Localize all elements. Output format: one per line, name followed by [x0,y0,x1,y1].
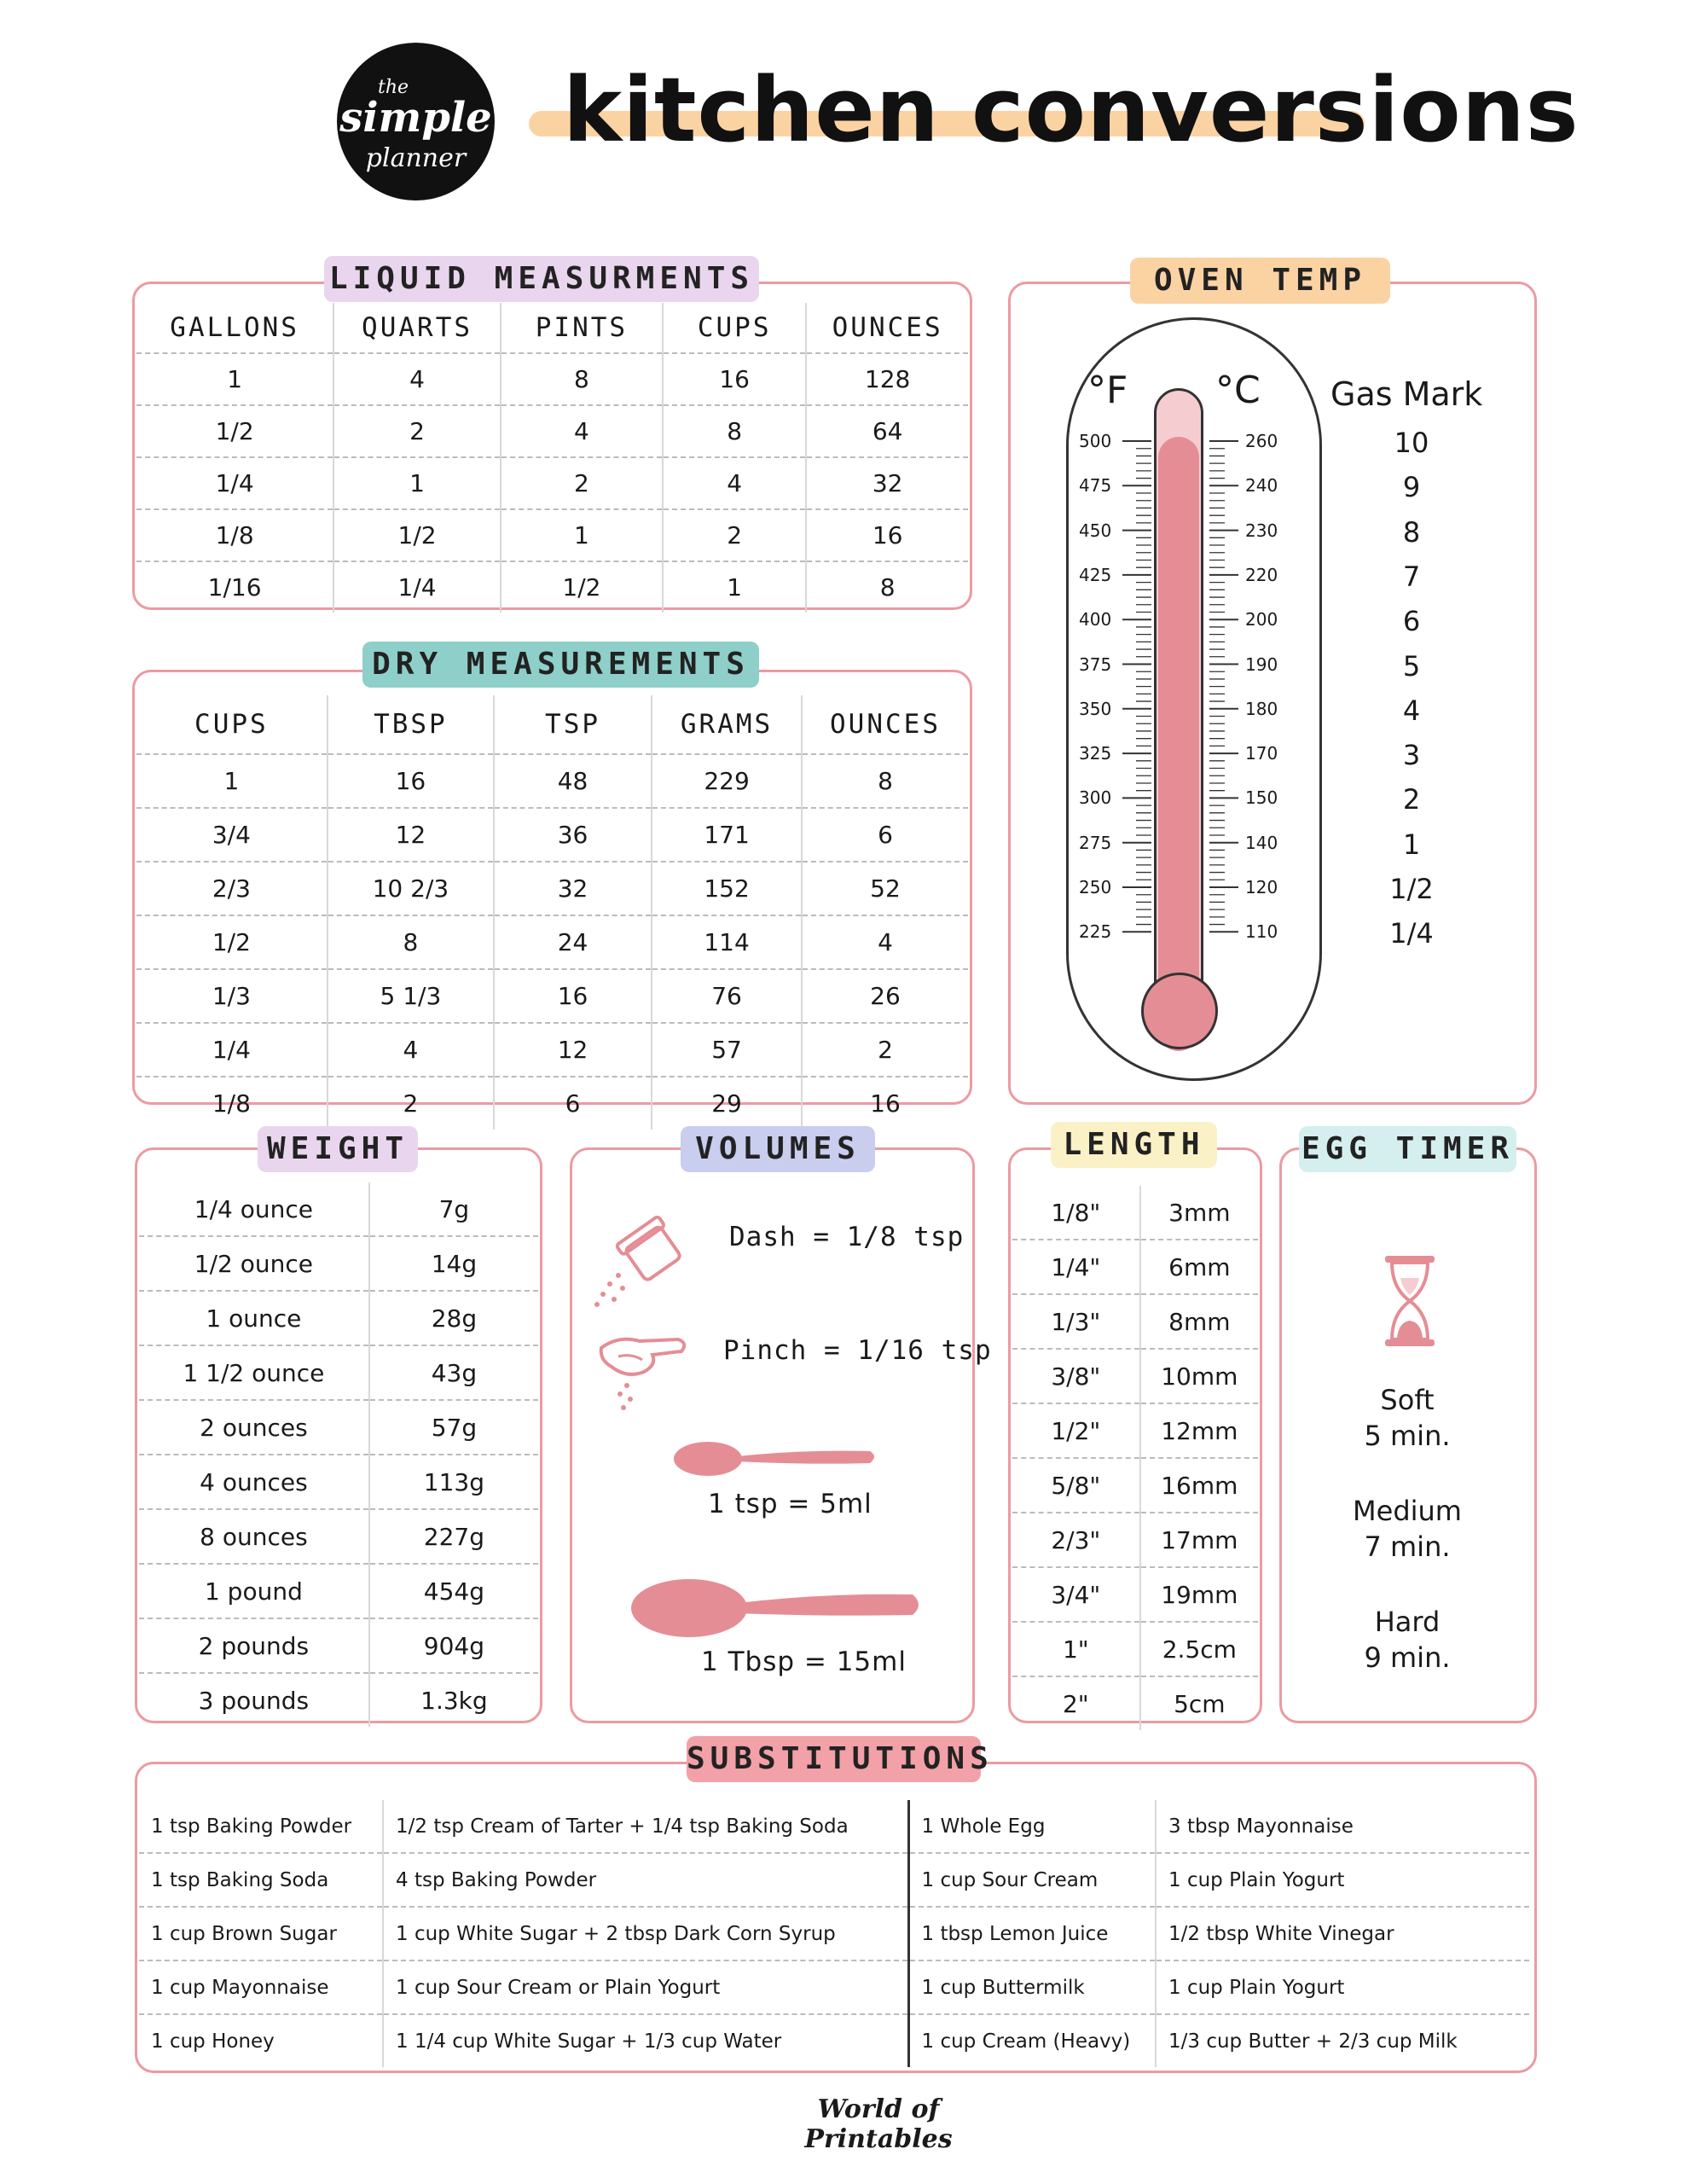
table-cell: 16 [328,754,494,808]
table-row [139,1673,538,1727]
fahrenheit-tick-label: 375 [1079,653,1112,675]
egg-medium-time: 7 min. [1364,1531,1451,1563]
gas-mark-value: 1/4 [1389,917,1434,950]
gas-mark-value: 7 [1402,560,1421,593]
celsius-tick-label: 240 [1245,475,1278,497]
table-cell: 32 [806,457,968,509]
table-row [139,1960,1529,2014]
oven-temp-title: OVEN TEMP [1130,258,1390,304]
column-header: TBSP [328,695,494,754]
table-row [139,1455,538,1509]
table-cell: 1/8" [1051,1198,1101,1227]
table-cell: 64 [806,405,968,457]
table-cell: 113g [369,1455,538,1509]
table-row [136,1077,968,1130]
celsius-tick-label: 140 [1245,832,1278,853]
celsius-tick-label: 150 [1245,787,1278,809]
table-cell: 171 [652,808,802,862]
celsius-tick-label: 200 [1245,609,1278,630]
table-cell: 4 [328,1023,494,1077]
table-cell: 1 ounce [139,1291,369,1345]
table-cell: 152 [652,862,802,915]
table-row [139,1907,1529,1960]
table-cell: 1/2 [333,509,501,561]
table-cell: 16 [663,353,806,405]
table-row [136,405,968,457]
fahrenheit-tick-label: 500 [1079,431,1112,451]
table-cell: 1/3 cup Butter + 2/3 cup Milk [1156,2014,1529,2067]
table-cell: 16mm [1140,1458,1258,1513]
table-cell: 43g [369,1345,538,1400]
table-cell: 2" [1012,1676,1140,1730]
table-row [1012,1676,1258,1730]
table-cell: 2.5cm [1140,1622,1258,1676]
table-cell: 1 pound [139,1564,369,1618]
volumes-title: VOLUMES [681,1126,875,1172]
table-cell: 1 [333,457,501,509]
table-cell: 2 [663,509,806,561]
table-cell: 1/4 ounce [194,1194,314,1223]
gas-mark-value: 3 [1402,739,1421,772]
table-cell: 2 [802,1023,968,1077]
table-cell: 1/3" [1012,1294,1140,1349]
table-cell: 8 [501,353,663,405]
table-cell: 1 cup White Sugar + 2 tbsp Dark Corn Syrup [383,1907,908,1960]
egg-hard-label: Hard [1374,1606,1441,1638]
gas-mark-value: 1/2 [1389,873,1434,905]
gas-mark-value: 6 [1402,605,1421,638]
table-cell: 1 cup Plain Yogurt [1156,1853,1529,1907]
table-cell: 5 1/3 [328,969,494,1023]
table-row [136,754,968,808]
table-cell: 7g [369,1182,538,1236]
table-cell: 2 [328,1077,494,1130]
table-cell: 1/3 [136,969,328,1023]
table-cell: 57 [652,1023,802,1077]
length-title: LENGTH [1051,1122,1217,1168]
egg-medium-label: Medium [1353,1495,1462,1527]
fahrenheit-tick-label: 300 [1079,787,1112,809]
fahrenheit-tick-label: 275 [1079,832,1112,853]
table-cell: 10mm [1140,1349,1258,1403]
table-header-row [136,695,968,754]
fahrenheit-tick-label: 350 [1079,698,1112,719]
table-row [139,1182,538,1236]
table-row [136,808,968,862]
table-cell: 1 1/4 cup White Sugar + 1/3 cup Water [383,2014,908,2067]
egg-timer-title: EGG TIMER [1299,1126,1516,1172]
table-row [1012,1458,1258,1513]
table-cell: 2 ounces [139,1400,369,1455]
logo-text-simple: simple [339,94,492,142]
column-header: PINTS [501,303,663,353]
gas-mark-value: 2 [1402,783,1421,816]
table-cell: 6 [802,808,968,862]
fahrenheit-tick-label: 425 [1079,564,1112,585]
table-row [139,1236,538,1291]
hourglass-icon [1382,1254,1438,1348]
table-row [139,1509,538,1564]
pinch-conversion: Pinch = 1/16 tsp [723,1335,992,1366]
table-cell: 1 cup Sour Cream or Plain Yogurt [383,1960,908,2014]
table-cell: 1 tbsp Lemon Juice [908,1907,1156,1960]
celsius-tick-label: 170 [1245,743,1278,764]
gas-mark-value: 10 [1394,427,1429,459]
table-cell: 3 tbsp Mayonnaise [1156,1800,1529,1853]
column-header: TSP [494,695,652,754]
fahrenheit-tick-label: 325 [1079,743,1112,764]
table-cell: 6 [494,1077,652,1130]
fahrenheit-tick-label: 400 [1079,609,1112,630]
table-cell: 29 [652,1077,802,1130]
fahrenheit-tick-label: 475 [1079,475,1112,497]
table-cell: 4 [333,353,501,405]
table-cell: 8 [663,405,806,457]
table-cell: 1/4 [136,1023,328,1077]
liquid-measurements-table [136,303,968,613]
table-cell: 114 [652,915,802,969]
gas-mark-value: 1 [1402,828,1421,861]
table-cell: 1 cup Mayonnaise [139,1960,383,2014]
substitutions-title: SUBSTITUTIONS [687,1736,981,1782]
table-cell: 1/4 [136,457,333,509]
celsius-unit: °C [1215,369,1261,412]
table-cell: 3/8" [1012,1349,1140,1403]
table-cell: 24 [494,915,652,969]
table-row [136,1023,968,1077]
table-cell: 14g [369,1236,538,1291]
substitutions-table [139,1800,1529,2067]
table-row [139,1564,538,1618]
table-cell: 1/2 [136,915,328,969]
celsius-tick-label: 180 [1245,698,1278,719]
table-cell: 1 cup Honey [139,2014,383,2067]
teaspoon-icon [674,1438,878,1480]
table-cell: 1/2 tsp Cream of Tarter + 1/4 tsp Baking Soda [383,1800,908,1853]
gas-mark-value: 9 [1402,471,1421,504]
table-cell: 1 1/2 ounce [139,1345,369,1400]
celsius-tick-label: 190 [1245,653,1278,675]
table-cell: 3mm [1140,1186,1258,1240]
table-row [136,457,968,509]
table-cell: 2 [501,457,663,509]
table-cell: 1/2 [501,561,663,613]
table-cell: 5/8" [1012,1458,1140,1513]
table-cell: 8 ounces [139,1509,369,1564]
table-cell: 1/8 [136,509,333,561]
table-cell: 2 [333,405,501,457]
dry-measurements-table [136,695,968,1130]
page-title: kitchen conversions [563,58,1580,162]
egg-soft-time: 5 min. [1364,1420,1451,1452]
table-row [1012,1622,1258,1676]
table-row [1012,1403,1258,1458]
table-cell: 16 [494,969,652,1023]
table-cell: 12 [328,808,494,862]
weight-table [139,1182,538,1727]
column-header: GALLONS [170,312,299,343]
table-cell: 3 pounds [139,1673,369,1727]
table-cell: 4 [802,915,968,969]
table-cell: 2/3" [1012,1513,1140,1567]
table-cell: 57g [369,1400,538,1455]
table-row [136,353,968,405]
gas-mark-value: 5 [1402,649,1421,682]
table-cell: 1 [136,353,333,405]
table-row [1012,1567,1258,1622]
footer-brand: World of Printables [804,2094,953,2154]
table-cell: 4 ounces [139,1455,369,1509]
table-cell: 1/4 [333,561,501,613]
table-row [136,915,968,969]
liquid-measurements-title: LIQUID MEASURMENTS [324,256,759,302]
fahrenheit-tick-label: 250 [1079,877,1112,897]
table-cell: 19mm [1140,1567,1258,1622]
table-cell: 1 [136,754,328,808]
table-cell: 2/3 [136,862,328,915]
table-cell: 1/2 tbsp White Vinegar [1156,1907,1529,1960]
table-cell: 76 [652,969,802,1023]
table-row [1012,1294,1258,1349]
table-cell: 8 [328,915,494,969]
celsius-tick-label: 220 [1245,564,1278,585]
celsius-tick-label: 110 [1245,921,1278,943]
table-header-row [136,303,968,353]
table-row [136,969,968,1023]
table-cell: 1.3kg [369,1673,538,1727]
table-cell: 12 [494,1023,652,1077]
logo-text-planner: planner [365,143,467,173]
table-cell: 128 [806,353,968,405]
table-row [136,509,968,561]
table-cell: 1 [501,509,663,561]
egg-hard-time: 9 min. [1364,1641,1451,1674]
table-row [1012,1186,1258,1240]
table-cell: 1" [1012,1622,1140,1676]
fahrenheit-tick-label: 225 [1079,921,1112,943]
thermometer-bulb [1141,973,1218,1049]
table-cell: 1 tsp Baking Powder [151,1815,352,1838]
fahrenheit-tick-label: 450 [1079,520,1112,541]
dash-conversion: Dash = 1/8 tsp [729,1222,965,1252]
celsius-tick-label: 260 [1245,431,1278,451]
table-cell: 48 [494,754,652,808]
table-row [139,1853,1529,1907]
column-header: GRAMS [652,695,802,754]
table-row [139,1291,538,1345]
table-cell: 1 cup Plain Yogurt [1156,1960,1529,2014]
table-cell: 1/4" [1012,1240,1140,1294]
gas-mark-value: 4 [1402,694,1421,727]
table-cell: 1 Whole Egg [908,1800,1156,1853]
table-cell: 1 cup Cream (Heavy) [908,2014,1156,2067]
table-row [139,1345,538,1400]
column-header: CUPS [194,709,269,740]
teaspoon-conversion: 1 tsp = 5ml [708,1489,872,1519]
table-row [1012,1349,1258,1403]
pinch-hand-icon [593,1322,695,1416]
table-cell: 10 2/3 [328,862,494,915]
table-cell: 2 pounds [139,1618,369,1673]
table-cell: 36 [494,808,652,862]
table-cell: 8 [806,561,968,613]
column-header: QUARTS [333,303,501,353]
table-cell: 1/2 [136,405,333,457]
table-cell: 6mm [1140,1240,1258,1294]
table-cell: 12mm [1140,1403,1258,1458]
table-cell: 3/4" [1012,1567,1140,1622]
tablespoon-icon [631,1574,921,1642]
table-cell: 4 tsp Baking Powder [383,1853,908,1907]
table-cell: 1/2 ounce [139,1236,369,1291]
table-cell: 26 [802,969,968,1023]
table-cell: 229 [652,754,802,808]
table-cell: 1 tsp Baking Soda [139,1853,383,1907]
table-cell: 904g [369,1618,538,1673]
table-row [1012,1240,1258,1294]
table-cell: 227g [369,1509,538,1564]
table-cell: 454g [369,1564,538,1618]
table-cell: 4 [663,457,806,509]
table-row [139,1800,1529,1853]
table-row [139,1618,538,1673]
table-cell: 28g [369,1291,538,1345]
table-cell: 1/16 [136,561,333,613]
table-row [139,1400,538,1455]
table-cell: 17mm [1140,1513,1258,1567]
table-cell: 1 cup Buttermilk [908,1960,1156,2014]
logo-text-the: the [378,77,409,98]
logo [337,43,495,200]
length-table [1012,1186,1258,1730]
gas-mark-value: 8 [1402,515,1421,549]
weight-title: WEIGHT [258,1126,418,1172]
fahrenheit-unit: °F [1087,369,1128,412]
fahrenheit-scale [1117,431,1151,943]
table-cell: 8mm [1140,1294,1258,1349]
table-row [139,2014,1529,2067]
table-row [1012,1513,1258,1567]
column-header: OUNCES [806,303,968,353]
table-cell: 16 [802,1077,968,1130]
table-cell: 1 [663,561,806,613]
table-cell: 8 [802,754,968,808]
dry-measurements-title: DRY MEASUREMENTS [362,642,759,688]
table-cell: 1/8 [136,1077,328,1130]
table-cell: 32 [494,862,652,915]
celsius-tick-label: 230 [1245,520,1278,541]
table-cell: 1/2" [1012,1403,1140,1458]
gas-mark-title: Gas Mark [1330,375,1483,413]
table-cell: 5cm [1140,1676,1258,1730]
celsius-scale [1209,431,1244,943]
table-row [136,561,968,613]
column-header: OUNCES [802,695,968,754]
table-cell: 52 [802,862,968,915]
table-cell: 1 cup Brown Sugar [139,1907,383,1960]
table-cell: 3/4 [136,808,328,862]
table-cell: 16 [806,509,968,561]
table-row [136,862,968,915]
tablespoon-conversion: 1 Tbsp = 15ml [701,1647,907,1677]
celsius-tick-label: 120 [1245,877,1278,897]
column-header: CUPS [663,303,806,353]
egg-soft-label: Soft [1380,1384,1435,1416]
table-cell: 4 [501,405,663,457]
table-cell: 1 cup Sour Cream [908,1853,1156,1907]
thermometer-mercury [1158,437,1199,1051]
salt-shaker-icon [584,1216,695,1310]
